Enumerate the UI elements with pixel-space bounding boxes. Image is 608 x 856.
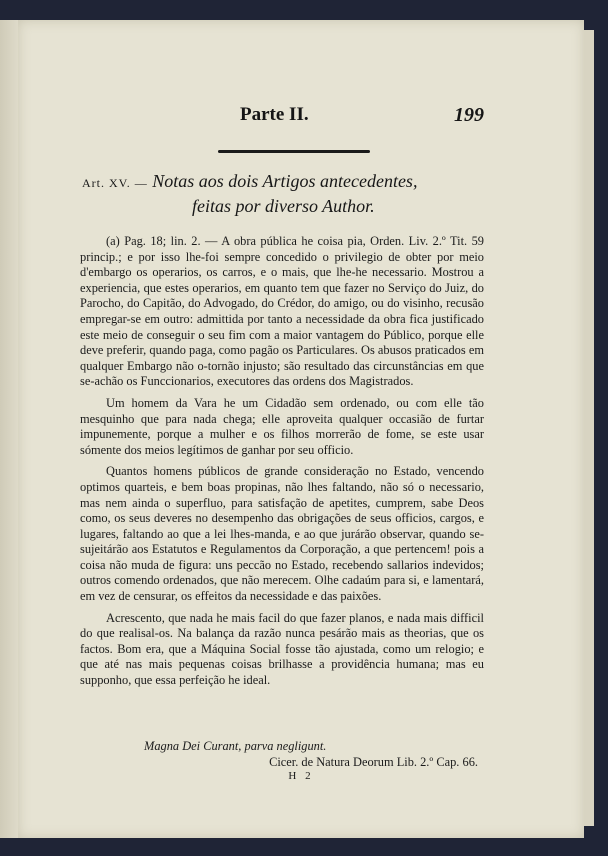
quote-source: Cicer. de Natura Deorum Lib. 2.º Cap. 66. (269, 755, 478, 769)
page-stack-edge (584, 30, 594, 826)
paragraph-2: Um homem da Vara he um Cidadão sem ordenado, ou com elle tão mesquinho que para nada chega; elle aproveita qualquer occasião de furtar impunemente, porque a mulher e os filhos morrerão de fome, se este usar sómente dos meios legítimos de ganhar por seu officio. (80, 395, 484, 457)
article-label: Art. XV. — (82, 176, 148, 190)
running-title: Parte II. (240, 104, 309, 125)
ornamental-rule (218, 150, 370, 153)
signature-mark: H 2 (288, 770, 314, 782)
book-page (18, 20, 584, 838)
paragraph-4: Acrescento, que nada he mais facil do que fazer planos, e nada mais difficil do que realisal-os. Na balança da razão nunca pesárão mais as theorias, que os factos. Bom era, que a Máquina Social fosse tão ajustada, como um relogio; e que até nas mais pequenas coisas brilhasse a providência humana; mas eu supponho, que essa perfeição he ideal. (80, 610, 484, 688)
page-number: 199 (454, 104, 484, 126)
article-body (80, 234, 484, 695)
page-header (18, 104, 584, 134)
latin-quote (80, 738, 484, 770)
article-title-line2: feitas por diverso Author. (192, 196, 375, 216)
quote-text: Magna Dei Curant, parva negligunt. (144, 739, 327, 753)
article-title-line1: Notas aos dois Artigos antecedentes, (152, 171, 418, 191)
paragraph-1: (a) Pag. 18; lin. 2. — A obra pública he coisa pia, Orden. Liv. 2.º Tit. 59 princip.; e por isso lhe-foi sempre concedido o privilegio de obter por meio d'embargo os operarios, os carros, e o mais, que lhe-he necessario. Mostrou a experiencia, que estes operarios, em quanto tem que fazer no Serviço do Juiz, do Parocho, do Capitão, do Advogado, do Crédor, do amigo, ou do visinho, recusão empregar-se em outro: admittida por tanto a necessidade da obra fica justificado este meio de conseguir o seu fim com a maior vantagem do Público, porque elle deve preferir, quando paga, como pagão os Particulares. Os abusos praticados em qualquer Embargo não o-tornão injusto; são resultado das circunstâncias em que se-achão os Funccionarios, executores das ordens dos Magistrados. (80, 234, 484, 389)
previous-page-edge (0, 20, 20, 838)
paragraph-3: Quantos homens públicos de grande consideração no Estado, vencendo optimos quarteis, e bem boas propinas, não lhes faltando, não só o necessario, mas nem ainda o superfluo, para satisfação de apetites, cumprem, sabe Deos como, os seus deveres no desempenho das obrigações de seus officios, cargos, e lugares, faltando ao que a lei lhes-manda, e ao que jurárão observar, quando se-sujeitárão aos Estatutos e Regulamentos da Corporação, a que pertencem! pois a coisa não muda de figura: uns peccão no Estado, recebendo sallarios indevidos; outros comendo ordenados, que não merecem. Olhe cadaúm para si, e lamentará, em vez de censurar, os effeitos da necessidade e das paixões. (80, 464, 484, 604)
article-heading (82, 170, 512, 218)
